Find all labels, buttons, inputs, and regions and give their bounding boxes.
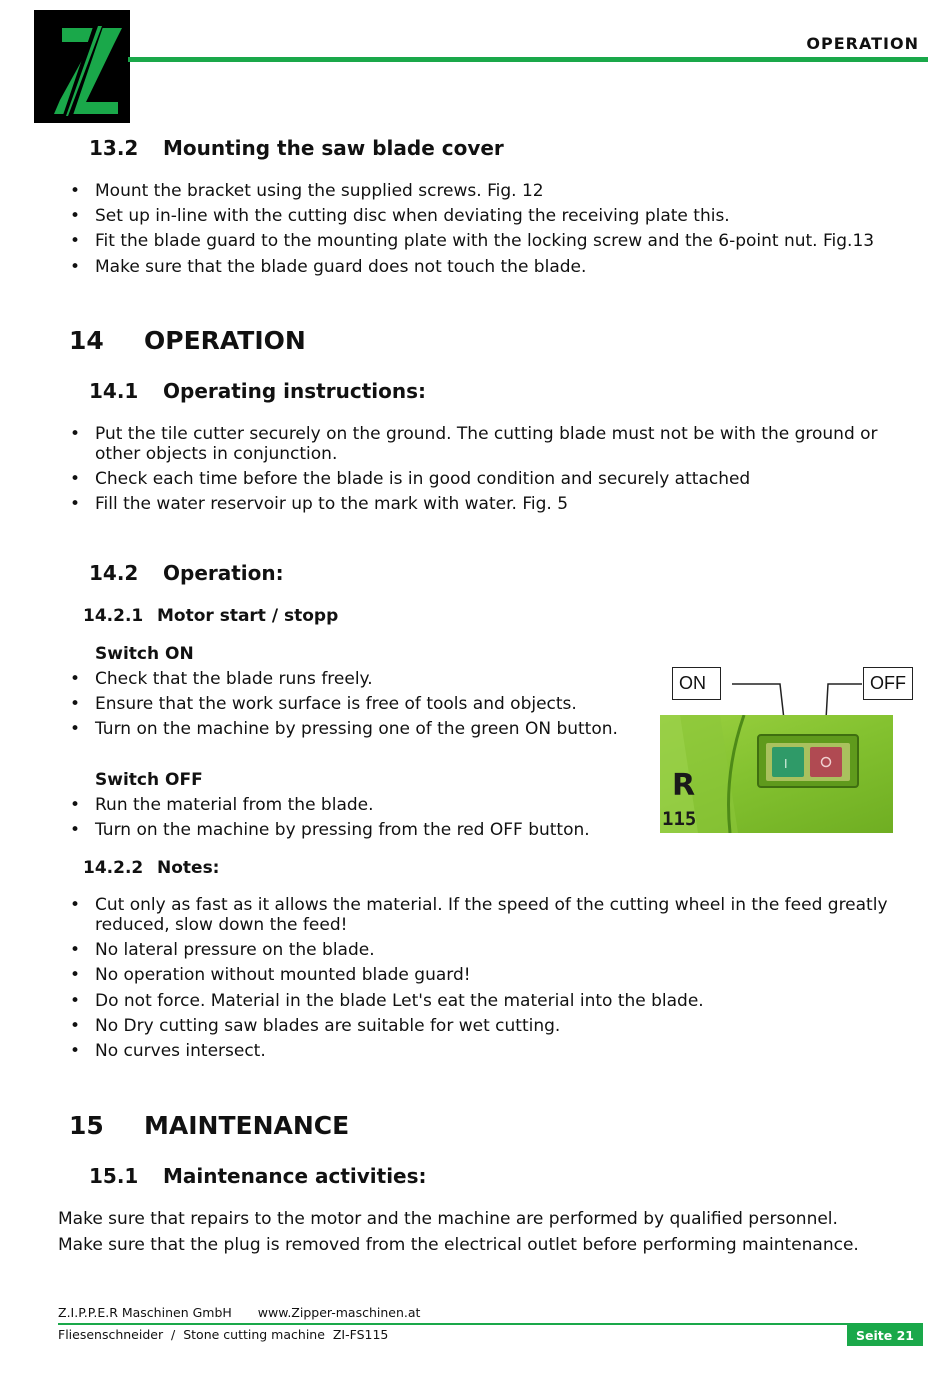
svg-text:I: I bbox=[784, 757, 788, 771]
section-15-1-heading bbox=[89, 1164, 427, 1188]
section-number: 14.2.1 bbox=[83, 606, 144, 626]
chapter-14-heading bbox=[69, 326, 306, 355]
section-14-2-heading bbox=[89, 561, 284, 585]
chapter-title: MAINTENANCE bbox=[144, 1111, 350, 1140]
switch-off-list bbox=[59, 795, 659, 845]
chapter-15-heading bbox=[69, 1111, 349, 1140]
section-13-2-list bbox=[59, 181, 919, 282]
section-14-2-2-list bbox=[59, 895, 919, 1066]
model-letter: R bbox=[672, 768, 696, 803]
page-number-badge: Seite 21 bbox=[847, 1325, 923, 1346]
list-item: • No lateral pressure on the blade. bbox=[59, 940, 919, 960]
list-item: • Turn on the machine by pressing from the red OFF button. bbox=[59, 820, 659, 840]
footer-product: Fliesenschneider / Stone cutting machine ZI-FS115 bbox=[58, 1327, 389, 1342]
list-item: • Check each time before the blade is in good condition and securely attached bbox=[59, 469, 919, 489]
section-number: 14.1 bbox=[89, 379, 139, 403]
list-item: • Put the tile cutter securely on the ground. The cutting blade must not be with the ground or other objects in conjunction. bbox=[59, 424, 919, 464]
chapter-number: 15 bbox=[69, 1111, 104, 1140]
section-title: Notes: bbox=[157, 858, 220, 878]
chapter-title: OPERATION bbox=[144, 326, 306, 355]
list-item: • Run the material from the blade. bbox=[59, 795, 659, 815]
section-number: 14.2 bbox=[89, 561, 139, 585]
section-title: Operating instructions: bbox=[163, 379, 426, 403]
model-number: 115 bbox=[662, 808, 697, 830]
list-item: • Mount the bracket using the supplied screws. Fig. 12 bbox=[59, 181, 919, 201]
section-number: 15.1 bbox=[89, 1164, 139, 1188]
maintenance-paragraph: Make sure that the plug is removed from the electrical outlet before performing maintenance. bbox=[58, 1235, 859, 1255]
section-title: Maintenance activities: bbox=[163, 1164, 427, 1188]
list-item: • No operation without mounted blade guard! bbox=[59, 965, 919, 985]
list-item: • Turn on the machine by pressing one of the green ON button. bbox=[59, 719, 659, 739]
footer-url: www.Zipper-maschinen.at bbox=[257, 1305, 421, 1320]
section-13-2-heading bbox=[89, 136, 504, 160]
maintenance-paragraph: Make sure that repairs to the motor and the machine are performed by qualified personnel. bbox=[58, 1209, 838, 1229]
list-item: • Set up in-line with the cutting disc when deviating the receiving plate this. bbox=[59, 206, 919, 226]
off-callout: OFF bbox=[863, 667, 913, 700]
zipper-logo bbox=[34, 10, 130, 123]
on-callout: ON bbox=[672, 667, 721, 700]
switch-photo bbox=[660, 715, 893, 833]
switch-off-label: Switch OFF bbox=[95, 770, 203, 790]
section-14-2-1-heading bbox=[83, 606, 338, 626]
section-14-2-2-heading bbox=[83, 858, 219, 878]
section-title: Mounting the saw blade cover bbox=[163, 136, 504, 160]
list-item: • Check that the blade runs freely. bbox=[59, 669, 659, 689]
switch-on-list bbox=[59, 669, 659, 745]
switch-figure bbox=[660, 667, 913, 834]
footer-rule bbox=[58, 1323, 923, 1325]
header-rule bbox=[128, 57, 928, 62]
switch-on-label: Switch ON bbox=[95, 644, 194, 664]
list-item: • Fill the water reservoir up to the mark with water. Fig. 5 bbox=[59, 494, 919, 514]
list-item: • No Dry cutting saw blades are suitable for wet cutting. bbox=[59, 1016, 919, 1036]
list-item: • Do not force. Material in the blade Let's eat the material into the blade. bbox=[59, 991, 919, 1011]
section-number: 14.2.2 bbox=[83, 858, 144, 878]
footer-company-line bbox=[58, 1305, 420, 1320]
chapter-number: 14 bbox=[69, 326, 104, 355]
list-item: • Ensure that the work surface is free of tools and objects. bbox=[59, 694, 659, 714]
section-14-1-heading bbox=[89, 379, 426, 403]
list-item: • No curves intersect. bbox=[59, 1041, 919, 1061]
header-title: OPERATION bbox=[806, 34, 919, 53]
footer-company: Z.I.P.P.E.R Maschinen GmbH bbox=[58, 1305, 232, 1320]
list-item: • Cut only as fast as it allows the material. If the speed of the cutting wheel in the feed greatly reduced, slow down the feed! bbox=[59, 895, 919, 935]
list-item: • Make sure that the blade guard does not touch the blade. bbox=[59, 257, 919, 277]
section-title: Operation: bbox=[163, 561, 284, 585]
list-item: • Fit the blade guard to the mounting plate with the locking screw and the 6-point nut. Fig.13 bbox=[59, 231, 919, 251]
section-title: Motor start / stopp bbox=[157, 606, 339, 626]
section-14-1-list bbox=[59, 424, 919, 520]
section-number: 13.2 bbox=[89, 136, 139, 160]
